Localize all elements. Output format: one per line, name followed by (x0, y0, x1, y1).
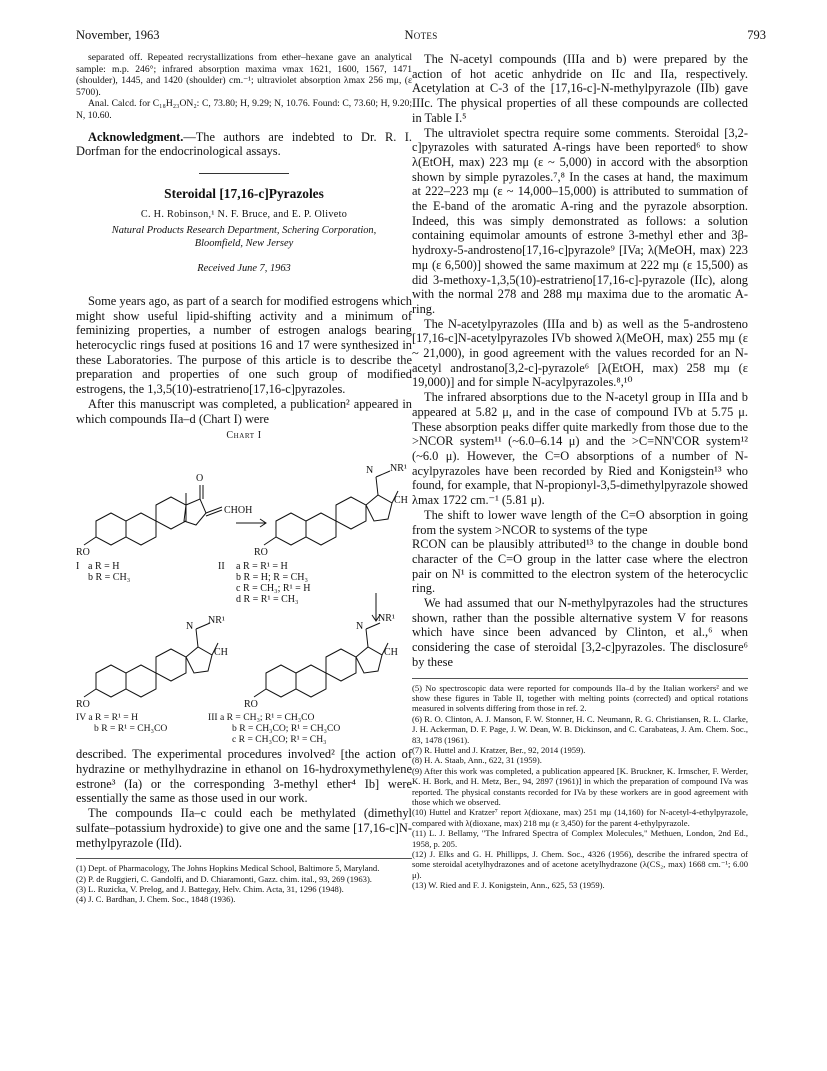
label-ch: CH (394, 495, 408, 507)
compound-II-b: b R = H; R = CH₃ (236, 572, 308, 584)
label-n: N (366, 465, 374, 477)
structure-IV (84, 623, 218, 697)
body-paragraph: The N-acetylpyrazoles (IIIa and b) as well as the 5-androsteno [17,16-c]N-acetylpyrazoles IVb showed λ(MeOH, max) 255 mμ (ε ~ 21,000), in good agreement with the values recorded for an N-acetyl androstano[3,2-c]-pyrazole⁶ [λ(EtOH, max) 258 mμ (ε 19,000)] and for simple N-acylpyrazoles.⁸,¹⁰ (412, 316, 748, 390)
acknowledgment-text: —The authors are indebted to Dr. R. I. Dorfman for the endocrinological assays. (76, 129, 412, 159)
body-paragraph: The ultraviolet spectra require some comments. Steroidal [3,2-c]pyrazoles with saturated A-rings have been reported⁶ to show λ(EtOH, max) 223 mμ (ε ~ 5,000) in accord with the absorption shown by simple pyrazoles.⁷,⁸ In the cases at hand, the maximum at 222–223 mμ (ε ~ 14,000–15,000) is attributed to summation of the E-band of the aromatic A-ring and the pyrazole absorption. Indeed, this was simply demonstrated as follows: a solution containing equimolar amounts of estrone 3-methyl ether and 3β-hydroxy-5-androsteno[17,16-c]pyrazole⁹ [IVa; λ(MeOH, max) 223 mμ (ε 6,500)] showed the same maximum at 222 mμ (ε 15,500) as did 3-methoxy-1,3,5(10)-estratrieno[17,16-c]-pyrazole (IIc), along with the normal 278 and 288 mμ maxima due to the aromatic A-ring. (412, 125, 748, 316)
page-number: 793 (747, 28, 766, 42)
body-paragraph: The compounds IIa–c could each be methylated (dimethyl sulfate–potassium hydroxide) to give one and the same [17,16-c]N-methylpyrazole (IId). (76, 806, 412, 850)
label-nr1: NR¹ (208, 615, 225, 627)
body-paragraph: After this manuscript was completed, a publication² appeared in which compounds IIa–d (Chart I) were (76, 396, 412, 426)
footnote: (10) Huttel and Kratzer⁷ report λ(dioxane, max) 251 mμ (14,160) for N-acetyl-4-ethylpyrazole, compared with λ(dioxane, max) 218 mμ (ε 3,450) for the parent 4-ethylpyrazole. (412, 807, 748, 828)
body-paragraph: We had assumed that our N-methylpyrazoles had the structures shown, rather than the possible alternative system V for reasons which have since been advanced by Clinton, et al.,⁶ when considering the case of steroidal [3,2-c]pyrazoles. The disclosure⁶ by these (412, 596, 748, 669)
footnote: (5) No spectroscopic data were reported for compounds IIa–d by the Italian workers² and we show these figures in Table II, together with melting points (corrected) and optical rotations measured in solvents differing from those in ref. 2. (412, 682, 748, 714)
label-nr1: NR¹ (390, 463, 407, 475)
compound-I: I (76, 561, 80, 573)
footnotes-left (76, 863, 412, 905)
chemical-structure-chart (76, 443, 412, 723)
label-ch: CH (384, 647, 398, 659)
chart-title: Chart I (226, 430, 262, 442)
compound-IV-b: b R = R¹ = CH₃CO (94, 723, 168, 735)
label-ro: RO (76, 699, 90, 711)
footnote: (4) J. C. Bardhan, J. Chem. Soc., 1848 (1936). (76, 894, 236, 905)
article-title: Steroidal [17,16-c]Pyrazoles (164, 185, 324, 201)
affiliation-line-2: Bloomfield, New Jersey (194, 237, 294, 249)
label-nr1: NR¹ (378, 613, 395, 625)
footnote: (8) H. A. Staab, Ann., 622, 31 (1959). (412, 755, 542, 766)
footnote: (3) L. Ruzicka, V. Prelog, and J. Battegay, Helv. Chim. Acta, 31, 1296 (1948). (76, 884, 344, 895)
received-date: Received June 7, 1963 (197, 262, 291, 274)
left-column (76, 52, 412, 905)
body-paragraph: The shift to lower wave length of the C=O absorption in going from the system >NCOR to systems of the type (412, 507, 748, 537)
footnote-divider (412, 678, 748, 679)
label-n: N (356, 621, 364, 633)
acknowledgment (76, 130, 412, 159)
footnotes-right (412, 683, 748, 891)
section-divider (199, 173, 289, 174)
label-n: N (186, 621, 194, 633)
affiliation-line-1: Natural Products Research Department, Schering Corporation, (111, 224, 377, 236)
compound-III-a: III a R = CH₃; R¹ = CH₃CO (208, 712, 315, 724)
experimental-text: separated off. Repeated recrystallizations from ether–hexane gave an analytical sample: m.p. 246°; infrared absorption maxima νmax 1621, 1600, 1567, 1471 (shoulder), 1445, and 1420 (shoulder) cm.⁻¹; ultraviolet absorption λmax 256 mμ, (ε 5700). (76, 52, 412, 98)
footnote: (6) R. O. Clinton, A. J. Manson, F. W. Stonner, H. C. Neumann, R. G. Christiansen, R. L. Clarke, J. H. Ackerman, D. F. Page, J. W. Dean, W. B. Dickinson, and C. Carabateas, J. Am. Chem. Soc., 83, 1478 (1961). (412, 713, 748, 745)
compound-I-a: a R = H (88, 561, 120, 573)
body-paragraph: The N-acetyl compounds (IIIa and b) were prepared by the action of hot acetic anhydride on IIc and IIa, respectively. Acetylation at C-3 of the [17,16-c]-N-methylpyrazole (IIb) gave IIIc. The physical properties of all these compounds are collected in Table I.⁵ (412, 52, 748, 125)
label-choh: CHOH (224, 505, 253, 517)
chart-legend-extra (76, 723, 412, 745)
compound-II: II (218, 561, 225, 573)
compound-III-b: b R = CH₃CO; R¹ = CH₃CO (232, 723, 341, 735)
label-ro: RO (76, 547, 90, 559)
footnote: (9) After this work was completed, a publication appeared [K. Bruckner, K. Irmscher, F. Werder, K. H. Bork, and H. Metz, Ber., 94, 2897 (1961)] in which the preparation of compound IVa was reported. The physical constants recorded for IVa by these workers are in good agreement with those which we observed. (412, 765, 748, 807)
footnote: (2) P. de Ruggieri, C. Gandolfi, and D. Chiaramonti, Gazz. chim. ital., 93, 269 (1963). (76, 873, 372, 884)
body-paragraph: Some years ago, as part of a search for modified estrogens which might show useful lipid-shifting activity and a minimum of feminizing properties, a number of estrogen analogs bearing heterocyclic rings fused at positions 16 and 17 were synthesized in these Laboratories. The purpose of this article is to describe the preparation and properties of one such group of modified estrogens, the 1,3,5(10)-estratrieno[17,16-c]pyrazoles. (76, 293, 412, 397)
footnote: (7) R. Huttel and J. Kratzer, Ber., 92, 2014 (1959). (412, 744, 586, 755)
body-paragraph: The infrared absorptions due to the N-acetyl group in IIIa and b appeared at 5.82 μ, and in the case of compound IVb at 5.75 μ. These absorption peaks differ quite markedly from those due to the >NCOR system¹¹ (~6.0–6.14 μ) and the >C=NN'COR system¹² (~6.0 μ). However, the C=O absorptions of a number of N-acylpyrazoles have been recorded by Ried and Konigstein¹³ who found, for example, that N-propionyl-3,5-dimethylpyrazole showed λmax 1722 cm.⁻¹ (5.81 μ). (412, 390, 748, 508)
compound-II-d: d R = R¹ = CH₃ (236, 594, 299, 606)
compound-I-b: b R = CH₃ (88, 572, 131, 584)
footnote: (1) Dept. of Pharmacology, The Johns Hopkins Medical School, Baltimore 5, Maryland. (76, 863, 380, 874)
issue-date: November, 1963 (76, 28, 160, 42)
running-header (76, 28, 766, 44)
section-name: Notes (404, 28, 438, 42)
label-ro: RO (244, 699, 258, 711)
structure-I (84, 485, 222, 545)
right-column (412, 52, 748, 891)
compound-II-c: c R = CH₃; R¹ = H (236, 583, 311, 595)
structure-III (254, 623, 388, 697)
compound-III-c: c R = CH₃CO; R¹ = CH₃ (232, 734, 327, 746)
authors: C. H. Robinson,¹ N. F. Bruce, and E. P. Oliveto (140, 208, 348, 220)
body-paragraph: RCON can be plausibly attributed¹³ to the change in double bond character of the C=O group in the latter case where the electron pair on N¹ is committed to the electron system of the heterocyclic ring. (412, 537, 748, 596)
compound-IV-a: IV a R = R¹ = H (76, 712, 139, 724)
acknowledgment-heading: Acknowledgment. (88, 129, 184, 144)
footnote-divider (76, 858, 412, 859)
label-o: O (196, 473, 204, 485)
footnote: (13) W. Ried and F. J. Konigstein, Ann., 625, 53 (1959). (412, 880, 605, 891)
label-ch: CH (214, 647, 228, 659)
body-paragraph: described. The experimental procedures involved² [the action of hydrazine or methylhydrazine in ethanol on 16-hydroxymethylene estrone³ (Ia) or the corresponding 3-methyl ether⁴ Ib] were essentially the same as those used in our work. (76, 747, 412, 806)
analysis-text: Anal. Calcd. for C₁₈H₂₃ON₂: C, 73.80; H, 9.29; N, 10.76. Found: C, 73.60; H, 9.20; N, 10.60. (76, 98, 412, 121)
footnote: (11) L. J. Bellamy, "The Infrared Spectra of Complex Molecules," Methuen, London, 2nd Ed., 1958, p. 205. (412, 828, 748, 849)
compound-II-a: a R = R¹ = H (236, 561, 288, 573)
footnote: (12) J. Elks and G. H. Phillipps, J. Chem. Soc., 4326 (1956), describe the infrared spectra of some steroidal acetylhydrazones and of acetone acetylhydrazone (λ(CS₂, max) 1668 cm.⁻¹; 6.00 μ). (412, 849, 748, 880)
label-ro: RO (254, 547, 268, 559)
structure-II (264, 471, 398, 545)
